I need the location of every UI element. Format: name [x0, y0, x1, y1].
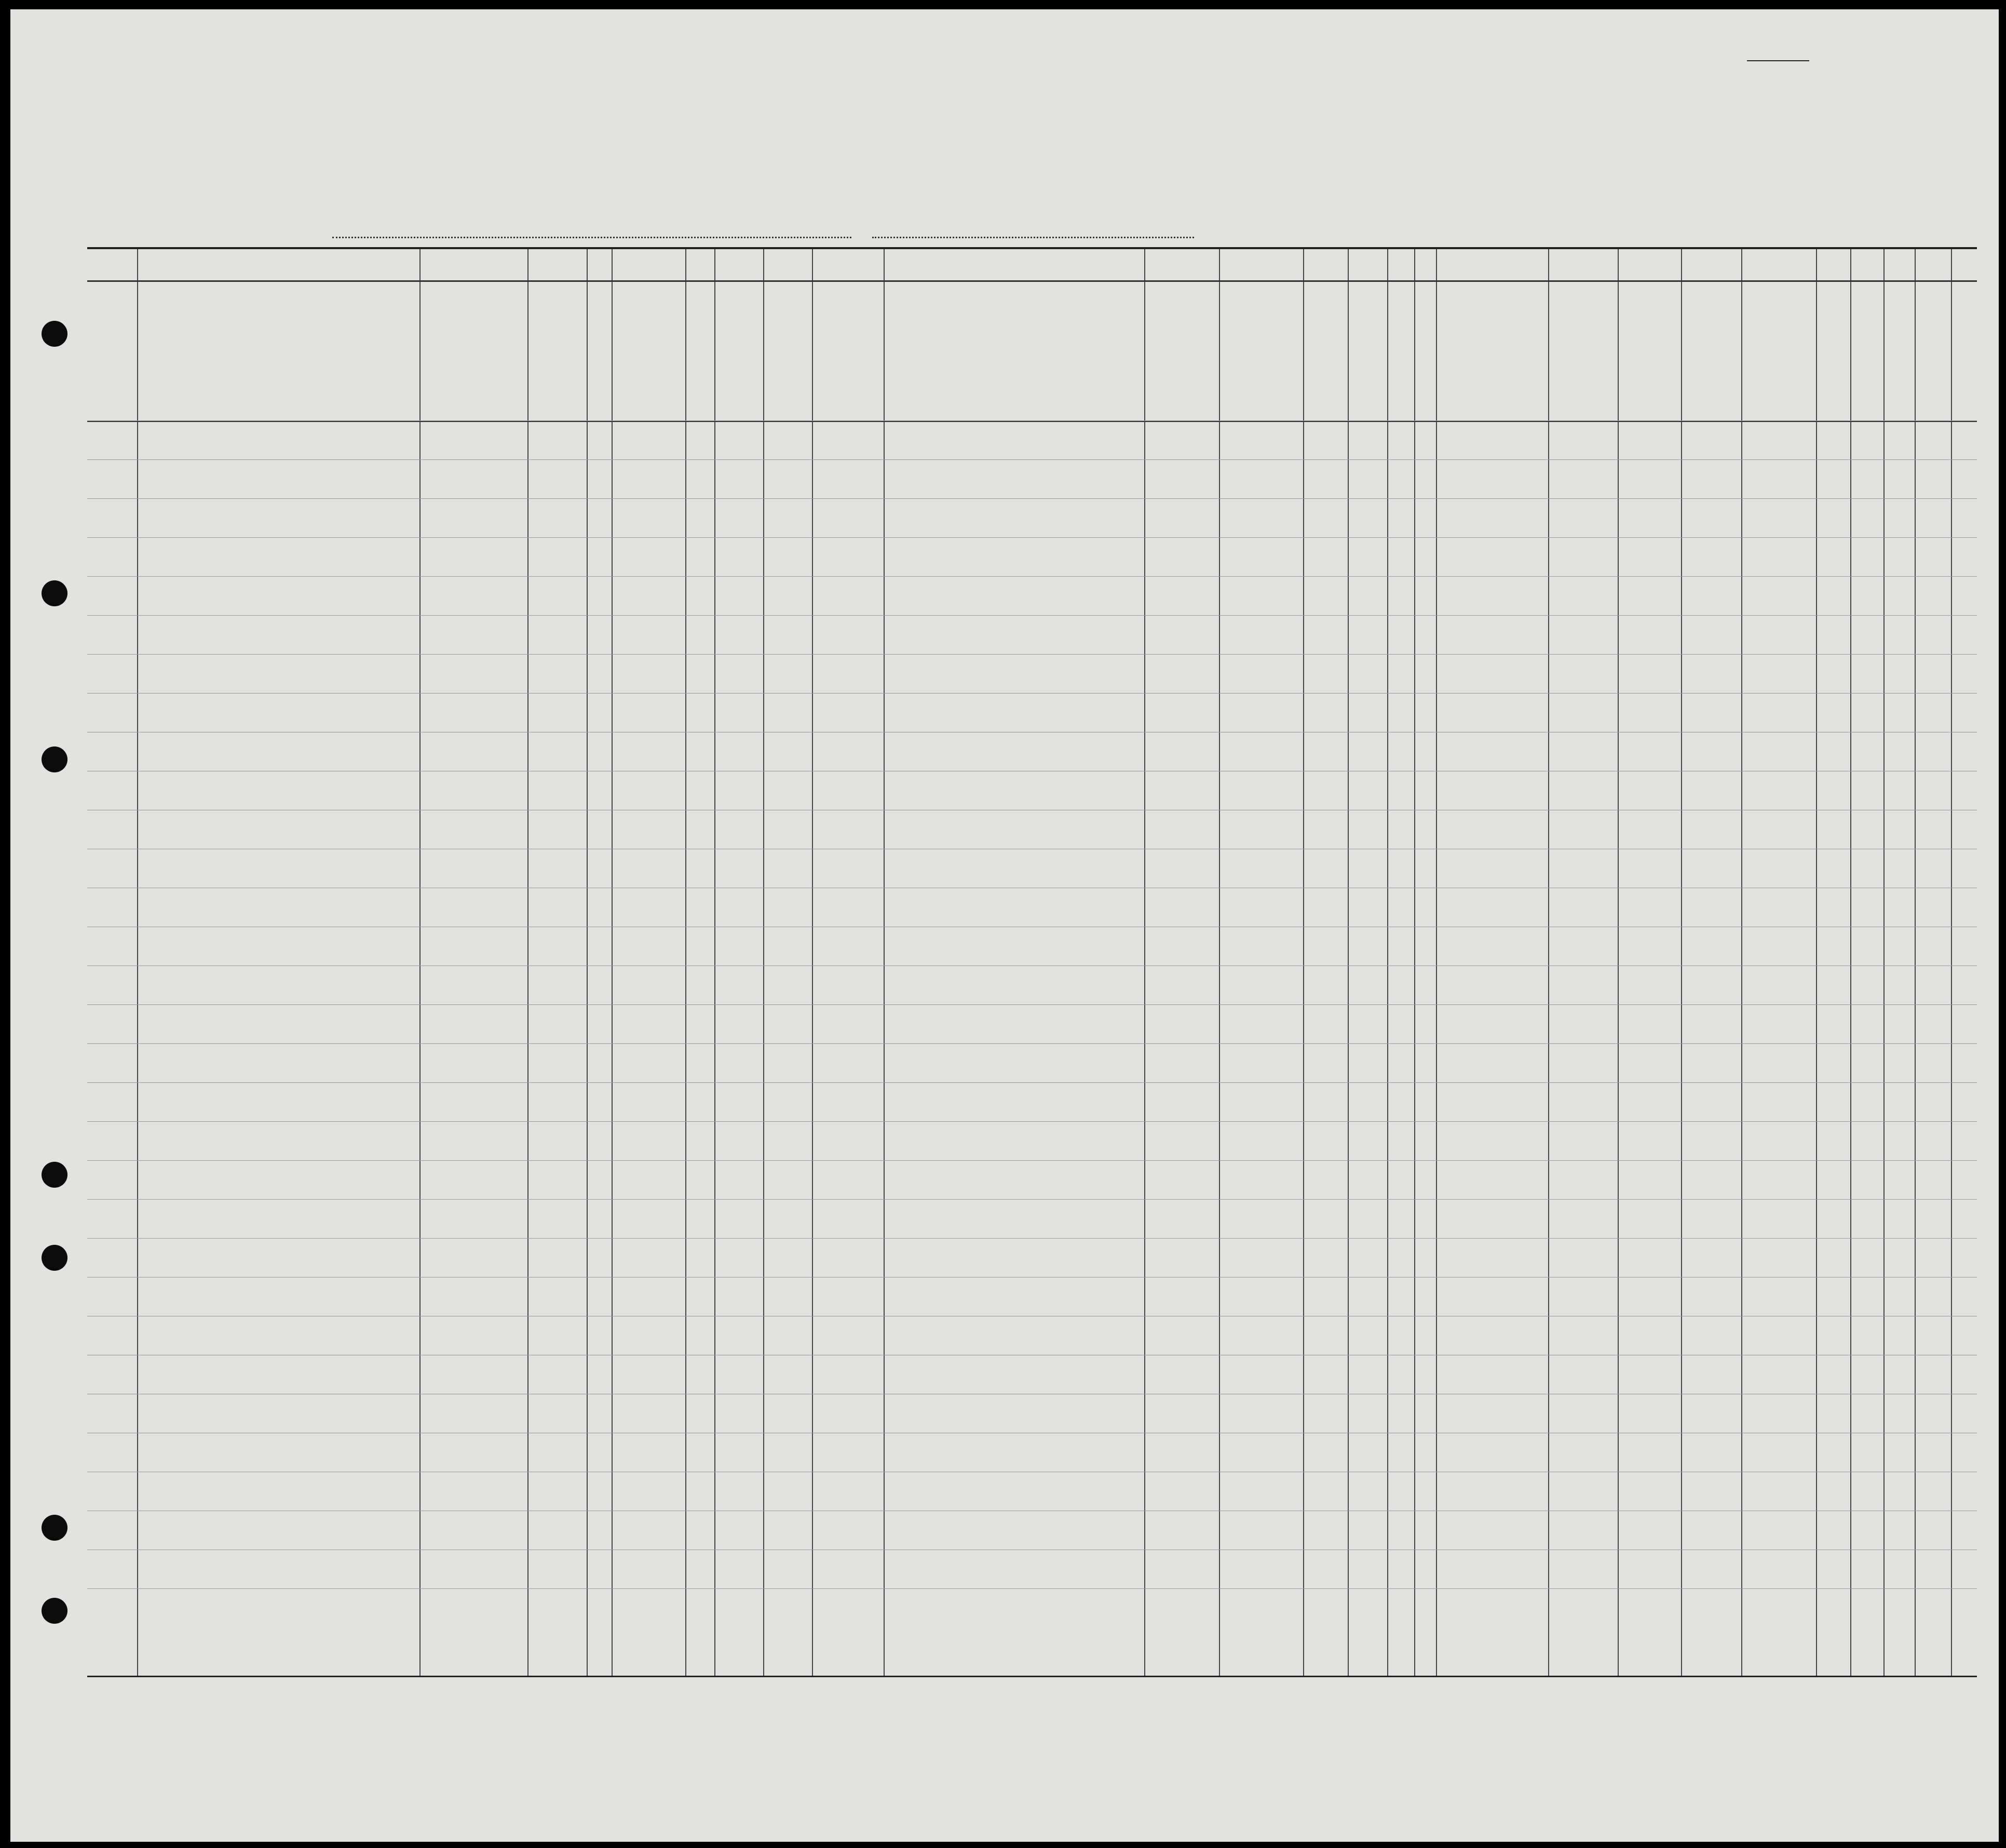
column-divider: [714, 249, 715, 1676]
column-divider: [1816, 249, 1817, 1676]
manifest-sheet: [10, 9, 1999, 1842]
row-divider: [87, 498, 1977, 499]
row-divider: [87, 693, 1977, 694]
punch-hole: [42, 580, 67, 606]
column-divider: [1915, 249, 1916, 1676]
column-divider: [1348, 249, 1349, 1676]
row-divider: [87, 576, 1977, 577]
column-divider: [1414, 249, 1415, 1676]
row-divider: [87, 654, 1977, 655]
column-divider: [1144, 249, 1145, 1676]
punch-hole: [42, 1515, 67, 1541]
row-divider: [87, 1238, 1977, 1239]
column-divider: [1387, 249, 1388, 1676]
row-divider: [87, 537, 1977, 538]
column-divider: [1436, 249, 1437, 1676]
row-divider: [87, 1082, 1977, 1083]
column-divider: [137, 249, 138, 1676]
column-divider: [587, 249, 588, 1676]
column-divider: [1741, 249, 1742, 1676]
punch-hole: [42, 1162, 67, 1188]
row-divider: [87, 615, 1977, 616]
column-divider: [527, 249, 528, 1676]
punch-hole: [42, 321, 67, 347]
row-divider: [87, 1004, 1977, 1005]
row-divider: [87, 1160, 1977, 1161]
column-divider: [1951, 249, 1952, 1676]
punch-hole: [42, 1598, 67, 1624]
column-divider: [1303, 249, 1304, 1676]
date-field: [872, 216, 1194, 238]
column-divider: [884, 249, 885, 1676]
column-divider: [1681, 249, 1682, 1676]
row-divider: [87, 459, 1977, 460]
column-divider: [812, 249, 813, 1676]
row-divider: [87, 1199, 1977, 1200]
row-divider: [87, 1121, 1977, 1122]
column-divider: [1618, 249, 1619, 1676]
column-divider: [1850, 249, 1851, 1676]
list-number: [1747, 60, 1809, 61]
column-divider: [685, 249, 686, 1676]
column-divider: [419, 249, 421, 1676]
punch-hole: [42, 1245, 67, 1271]
row-divider: [87, 420, 1977, 421]
row-divider: [87, 280, 1977, 282]
port-field: [332, 216, 851, 238]
manifest-table: [87, 247, 1977, 1677]
column-divider: [1219, 249, 1220, 1676]
row-divider: [87, 1043, 1977, 1044]
row-divider: [87, 1277, 1977, 1278]
column-divider: [763, 249, 764, 1676]
row-divider: [87, 1588, 1977, 1589]
column-divider: [612, 249, 613, 1676]
column-divider: [1883, 249, 1885, 1676]
punch-hole: [42, 746, 67, 772]
column-divider: [1548, 249, 1549, 1676]
